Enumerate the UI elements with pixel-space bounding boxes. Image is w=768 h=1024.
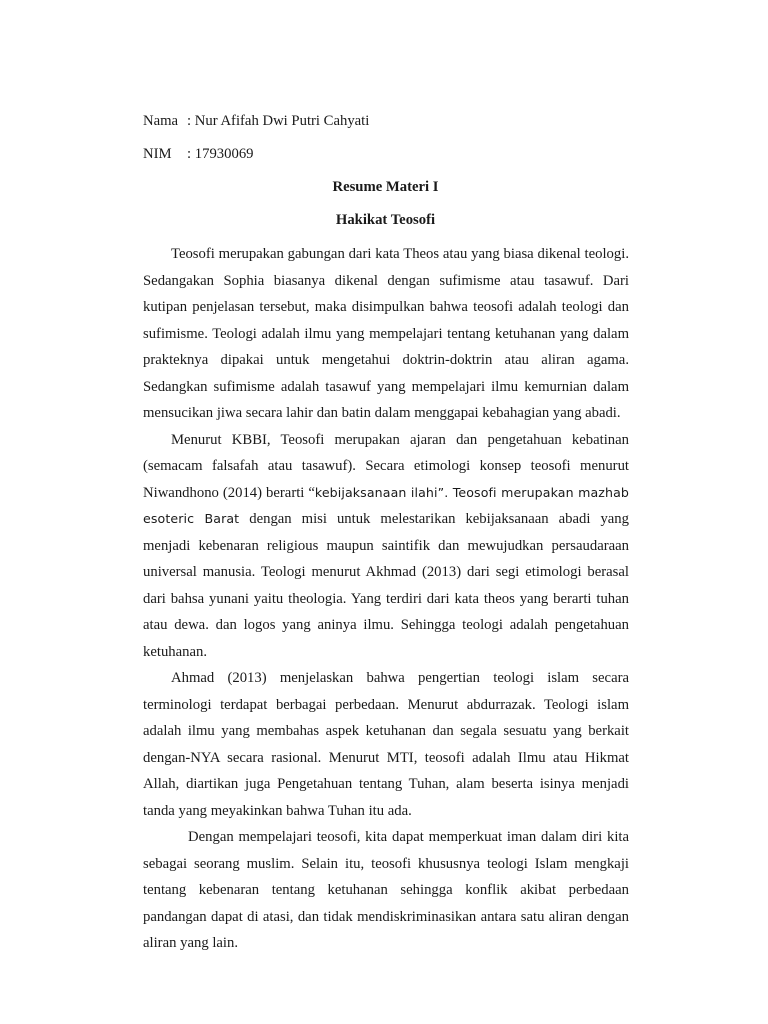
- paragraph-4: Dengan mempelajari teosofi, kita dapat memperkuat iman dalam diri kita sebagai seorang muslim. Selain itu, teosofi khususnya teologi Islam mengkaji tentang kebenaran tentang ketuhanan sehingga konflik akibat perbedaan pandangan dapat di atasi, dan tidak mendiskriminasikan antara satu aliran dengan aliran yang lain.: [143, 829, 629, 951]
- body-text: [143, 241, 629, 957]
- paragraph-3: Ahmad (2013) menjelaskan bahwa pengertian teologi islam secara terminologi terdapat berbagai perbedaan. Menurut abdurrazak. Teologi islam adalah ilmu yang membahas aspek ketuhanan dan segala sesuatu yang berkait dengan-NYA secara rasional. Menurut MTI, teosofi adalah Ilmu atau Hikmat Allah, diartikan juga Pengetahuan tentang Tuhan, alam beserta isinya menjadi tanda yang meyakinkan bahwa Tuhan itu ada.: [143, 670, 629, 819]
- paragraph-1: Teosofi merupakan gabungan dari kata Theos atau yang biasa dikenal teologi. Sedangakan Sophia biasanya dikenal dengan sufimisme atau tasawuf. Dari kutipan penjelasan tersebut, maka disimpulkan bahwa teosofi adalah teologi dan sufimisme. Teologi adalah ilmu yang mempelajari tentang ketuhanan yang dalam prakteknya dipakai untuk mengetahui doktrin-doktrin atau aliran agama. Sedangkan sufimisme adalah tasawuf yang mempelajari ilmu kemurnian dalam mensucikan jiwa secara lahir dan batin dalam menggapai kebahagian yang abadi.: [143, 246, 629, 421]
- paragraph-2-end: dengan misi untuk melestarikan kebijaksanaan abadi yang menjadi kebenaran religious maupun saintifik dan mewujudkan persaudaraan universal manusia. Teologi menurut Akhmad (2013) dari segi etimologi berasal dari bahsa yunani yaitu theologia. Yang terdiri dari kata theos yang berarti tuhan atau dewa. dan logos yang aninya ilmu. Sehingga teologi adalah pengetahuan ketuhanan.: [143, 511, 629, 660]
- nim-label: NIM: [143, 146, 172, 162]
- nim-value: : 17930069: [187, 146, 254, 162]
- name-label: Nama: [143, 113, 179, 129]
- paragraph-2: [143, 427, 629, 666]
- document-title: Resume Materi I: [332, 179, 439, 195]
- paragraph-2-start: Menurut KBBI, Teosofi merupakan ajaran dan pengetahuan kebatinan (semacam falsafah atau tasawuf). Secara etimologi konsep teosofi menurut Niwandhono (2014) berarti “: [143, 431, 629, 501]
- paragraph-2-sans-run: kebijaksanaan ilahi”. Teosofi merupakan mazhab esoteric Barat: [143, 484, 629, 526]
- document-subtitle: Hakikat Teosofi: [335, 212, 436, 228]
- name-line: [143, 111, 369, 131]
- name-value: : Nur Afifah Dwi Putri Cahyati: [187, 113, 370, 129]
- nim-line: [143, 144, 254, 164]
